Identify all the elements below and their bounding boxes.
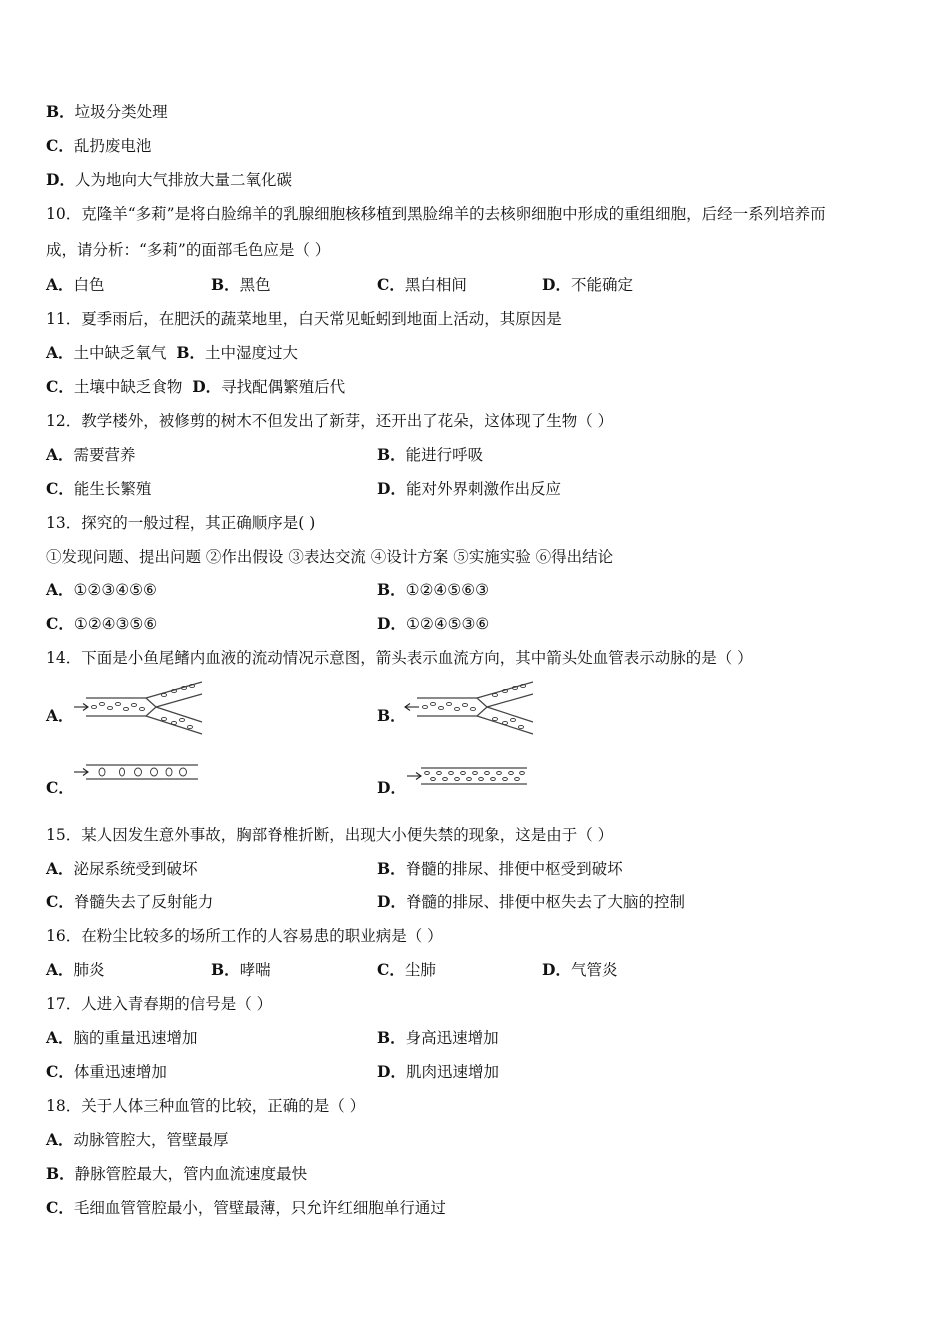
- q18-option-b: B．静脉管腔最大，管内血流速度最快: [46, 1164, 308, 1183]
- q12-stem: 12．教学楼外，被修剪的树木不但发出了新芽，还开出了花朵，这体现了生物（ ）: [46, 412, 614, 430]
- q15-option-c: C．脊髓失去了反射能力: [46, 892, 214, 911]
- q17-option-d: D．肌肉迅速增加: [377, 1062, 499, 1081]
- q14-stem: 14．下面是小鱼尾鳍内血液的流动情况示意图，箭头表示血流方向，其中箭头处血管表示动脉的是（ ）: [46, 649, 753, 667]
- q18-stem: 18．关于人体三种血管的比较，正确的是（ ）: [46, 1097, 366, 1115]
- q10-option-b: B．黑色: [211, 275, 271, 294]
- q14-figure-a-vessel-diagram: [72, 680, 208, 736]
- q14-figure-b-vessel-diagram: [403, 680, 539, 736]
- q15-stem: 15．某人因发生意外事故，胸部脊椎折断，出现大小便失禁的现象，这是由于（ ）: [46, 826, 614, 844]
- q17-option-b: B．身高迅速增加: [377, 1028, 499, 1047]
- q14-figure-d-vessel-diagram: [403, 764, 533, 788]
- q17-stem: 17．人进入青春期的信号是（ ）: [46, 995, 273, 1013]
- q14-option-a-label: A．: [46, 706, 74, 725]
- q10-option-c: C．黑白相间: [377, 275, 467, 294]
- q9-option-d: D．人为地向大气排放大量二氧化碳: [46, 170, 292, 189]
- q11-options-row2: C．土壤中缺乏食物 D．寻找配偶繁殖后代: [46, 377, 346, 396]
- q11-options-row1: A．土中缺乏氧气 B．土中湿度过大: [46, 343, 299, 362]
- q16-option-d: D．气管炎: [542, 960, 618, 979]
- q11-stem: 11．夏季雨后，在肥沃的蔬菜地里，白天常见蚯蚓到地面上活动，其原因是: [46, 310, 562, 328]
- q10-option-a: A．白色: [46, 275, 105, 294]
- q10-stem-line2: 成，请分析：“多莉”的面部毛色应是（ ）: [46, 241, 331, 259]
- q14-option-b-label: B．: [377, 706, 406, 725]
- q17-option-c: C．体重迅速增加: [46, 1062, 167, 1081]
- q12-option-c: C．能生长繁殖: [46, 479, 152, 498]
- q12-option-a: A．需要营养: [46, 445, 136, 464]
- q15-option-b: B．脊髓的排尿、排便中枢受到破坏: [377, 859, 623, 878]
- q13-option-b: B．①②④⑤⑥③: [377, 580, 489, 599]
- q13-option-d: D．①②④⑤③⑥: [377, 614, 490, 633]
- q10-stem-line1: 10．克隆羊“多莉”是将白脸绵羊的乳腺细胞核移植到黑脸绵羊的去核卵细胞中形成的重组细胞，后经一系列培养而: [46, 205, 826, 223]
- q16-option-c: C．尘肺: [377, 960, 436, 979]
- q14-option-d-label: D．: [377, 778, 406, 797]
- q14-option-c-label: C．: [46, 778, 74, 797]
- q12-option-b: B．能进行呼吸: [377, 445, 484, 464]
- q9-option-c: C．乱扔废电池: [46, 136, 152, 155]
- q18-option-a: A．动脉管腔大，管壁最厚: [46, 1130, 229, 1149]
- q15-option-d: D．脊髓的排尿、排便中枢失去了大脑的控制: [377, 892, 685, 911]
- q10-option-d: D．不能确定: [542, 275, 633, 294]
- q17-option-a: A．脑的重量迅速增加: [46, 1028, 198, 1047]
- q16-stem: 16．在粉尘比较多的场所工作的人容易患的职业病是（ ）: [46, 927, 443, 945]
- q16-option-a: A．肺炎: [46, 960, 105, 979]
- q12-option-d: D．能对外界刺激作出反应: [377, 479, 561, 498]
- q18-option-c: C．毛细血管管腔最小，管壁最薄，只允许红细胞单行通过: [46, 1198, 446, 1217]
- q13-steps: ①发现问题、提出问题 ②作出假设 ③表达交流 ④设计方案 ⑤实施实验 ⑥得出结论: [46, 548, 614, 566]
- q9-option-b: B．垃圾分类处理: [46, 102, 168, 121]
- q13-option-a: A．①②③④⑤⑥: [46, 580, 157, 599]
- q14-figure-c-capillary-diagram: [72, 760, 202, 784]
- q15-option-a: A．泌尿系统受到破坏: [46, 859, 198, 878]
- q16-option-b: B．哮喘: [211, 960, 271, 979]
- q13-stem: 13．探究的一般过程，其正确顺序是( ): [46, 514, 316, 532]
- q13-option-c: C．①②④③⑤⑥: [46, 614, 158, 633]
